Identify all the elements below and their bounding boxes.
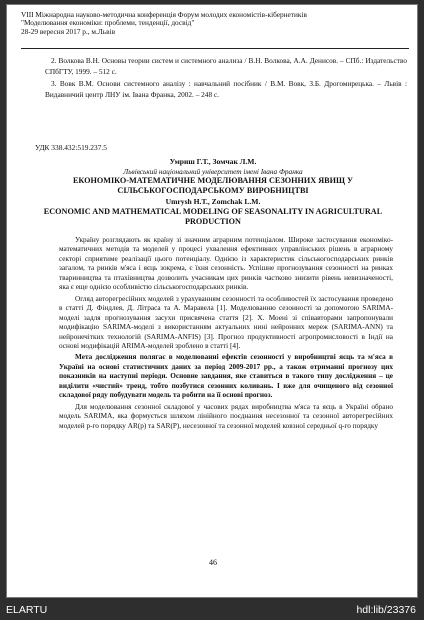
article-body	[59, 236, 393, 433]
handle-id[interactable]: hdl:lib/23376	[356, 604, 416, 616]
repository-name: ELARTU	[6, 604, 48, 616]
viewer-footer	[0, 598, 424, 620]
body-paragraph: Огляд авторегресійних моделей з урахуванням сезонності та особливостей їх застосування проведено в статті Д. Фіндлея, Д. Літраса та А. Маравела [1]. Моделюванню сезонності за допомогою SARIMA-моделі задля прогнозування засухи присвячена стаття [2]. Х. Моені зі співавторами запропонували модифікацію SARIMA-моделі з використанням актуальних нині нейронних мереж (SARIMA-ANN) та нейронечітких технологій (SARIMA-ANFIS) [3]. Прогноз продуктивності агропромисловості в Індії на основі модифікацій ARIMA-моделей зроблено в статті [4].	[59, 294, 393, 350]
title-ukrainian: ЕКОНОМІКО-МАТЕМАТИЧНЕ МОДЕЛЮВАННЯ СЕЗОННИХ ЯВИЩ У СІЛЬСЬКОГОСПОДАРСЬКОМУ ВИРОБНИЦТВІ	[72, 176, 354, 195]
authors-ukrainian: Умриш Г.Т., Зомчак Л.М.	[169, 157, 257, 166]
udk-code: УДК 338.432:519.237.5	[35, 143, 107, 152]
header-divider	[21, 48, 409, 49]
conference-header-line: VIII Міжнародна науково-методична конференція Форум молодих економістів-кібернетиків	[21, 10, 307, 19]
body-paragraph: Україну розглядають як країну зі значним аграрним потенціалом. Широке застосування економіко-математичних методів та моделей у процесі ухвалення ефективних управлінських рішень в аграрному секторі сприятиме реалізації цього потенціалу. Однією із характеристик сільськогосподарських ринків загалом, та ринків м'яса і яєць зокрема, є їхня сезонність. Успішне прогнозування сезонності на ринках тваринництва та птахівництва дозволить учасникам цих ринків частково знизити рівень невизначеності, яка є еще однією особливістю сільськогосподарських ринків.	[59, 236, 393, 292]
conference-header-line: 28-29 вересня 2017 р., м.Львів	[21, 26, 116, 36]
document-page	[6, 4, 418, 598]
affiliation: Львівський національний університет імені Івана Франка	[123, 167, 303, 176]
reference-item: 2. Волкова В.Н. Основы теории систем и системного анализа / В.Н. Волкова, А.А. Денисов. – СПб.: Издательство СПбГТУ, 1999. – 512 с.	[45, 56, 407, 76]
conference-header	[21, 11, 409, 36]
authors-english: Umrysh H.T., Zomchak L.M.	[165, 197, 261, 206]
conference-header-line: "Моделювання економіки: проблеми, тенденції, досвід"	[21, 18, 195, 28]
title-english: ECONOMIC AND MATHEMATICAL MODELING OF SEASONALITY IN AGRICULTURAL PRODUCTION	[43, 207, 383, 226]
page-number: 46	[209, 558, 217, 567]
reference-list	[45, 55, 407, 101]
body-paragraph: Для моделювання сезонної складової у часових рядах виробництва м'яса та яєць в Україні обрано модель SARIMA, яка формується шляхом лінійного поєднання несезонної та сезонної авторегресійних моделей p-го порядку AR(p) та SAR(P), несезонної та сезонної моделей ковзної середньої q-го порядку	[59, 402, 393, 430]
reference-item: 3. Вовк В.М. Основи системного аналізу : навчальний посібник / В.М. Вовк, З.Б. Дрогомирецька. – Львів : Видавничий центр ЛНУ ім. Івана Франка, 2002. – 248 с.	[45, 79, 407, 99]
body-paragraph: Мета дослідження полягає в моделюванні ефектів сезонності у виробництві яєць та м'яса в Україні на основі статистичних даних за період 2009-2017 рр., а також отриманні прогнозу цих показників на наступні періоди. Основне завдання, яке ставиться в такого типу дослідження – це виділити «чистий» тренд, тобто позбутися сезонних коливань. І вже для очищеного від сезонної складової ряду побудувати модель та робити на її основі прогноз.	[59, 353, 393, 400]
